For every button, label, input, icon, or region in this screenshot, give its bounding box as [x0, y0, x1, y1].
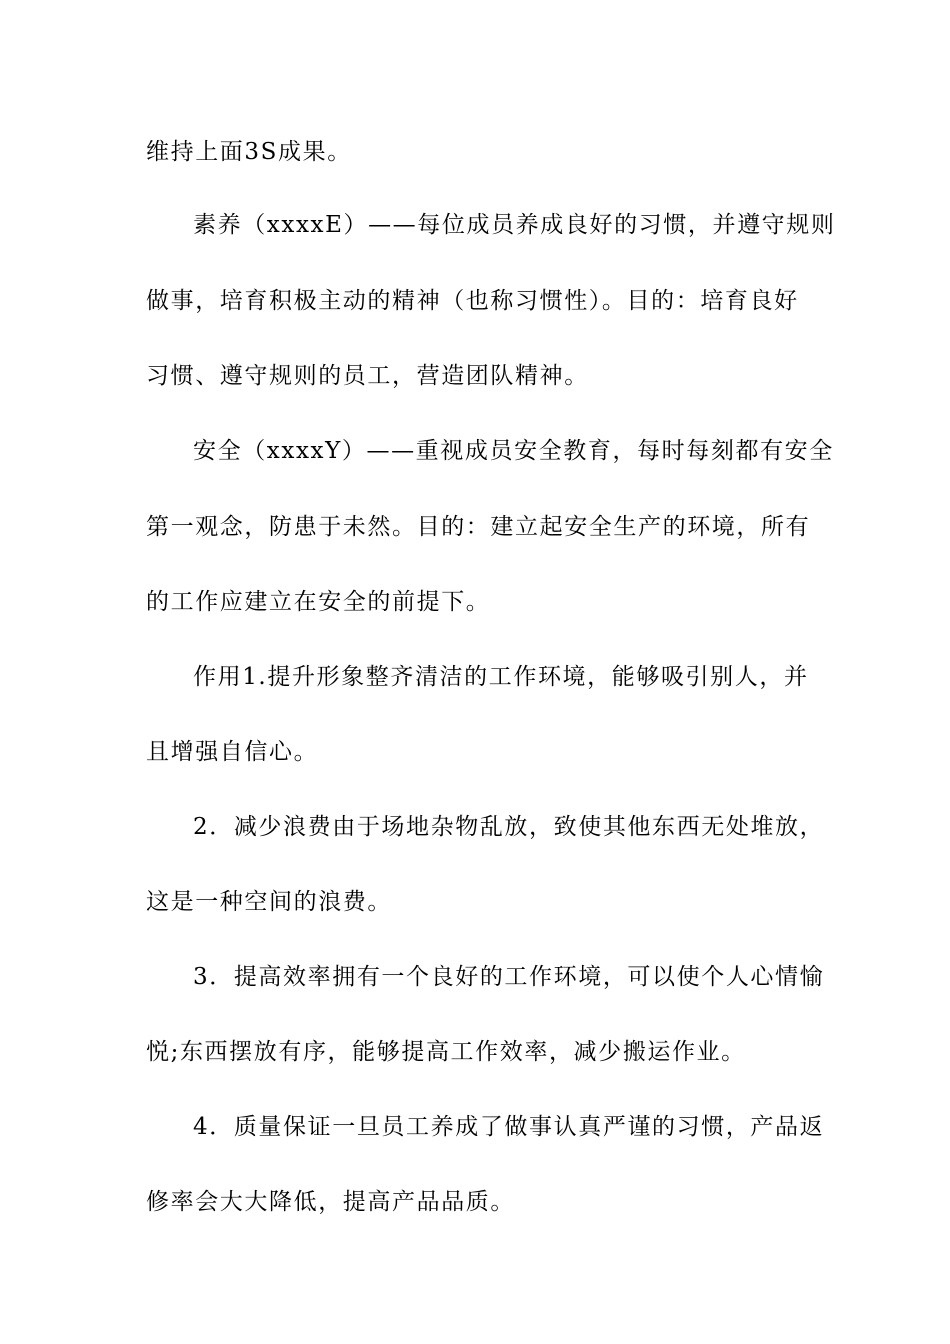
text-line: 做事，培育积极主动的精神（也称习惯性）。目的：培育良好: [146, 288, 799, 314]
text-line: 第一观念，防患于未然。目的：建立起安全生产的环境，所有: [146, 514, 811, 540]
text-line: 作用1.提升形象整齐清洁的工作环境，能够吸引别人，并: [193, 664, 809, 690]
text-line: 修率会大大降低，提高产品品质。: [146, 1189, 515, 1215]
text-line: 素养（xxxxE）——每位成员养成良好的习惯，并遵守规则: [193, 212, 836, 238]
text-line: 3．提高效率拥有一个良好的工作环境，可以使个人心情愉: [193, 964, 825, 990]
text-line: 2．减少浪费由于场地杂物乱放，致使其他东西无处堆放，: [193, 814, 825, 840]
text-line: 维持上面3S成果。: [146, 139, 352, 165]
text-line: 习惯、遵守规则的员工，营造团队精神。: [146, 363, 589, 389]
text-line: 4．质量保证一旦员工养成了做事认真严谨的习惯，产品返: [193, 1114, 825, 1140]
text-line: 悦;东西摆放有序，能够提高工作效率，减少搬运作业。: [146, 1039, 746, 1065]
text-line: 的工作应建立在安全的前提下。: [146, 589, 491, 615]
text-line: 且增强自信心。: [146, 739, 319, 765]
text-line: 安全（xxxxY）——重视成员安全教育，每时每刻都有安全: [193, 438, 834, 464]
text-line: 这是一种空间的浪费。: [146, 889, 392, 915]
